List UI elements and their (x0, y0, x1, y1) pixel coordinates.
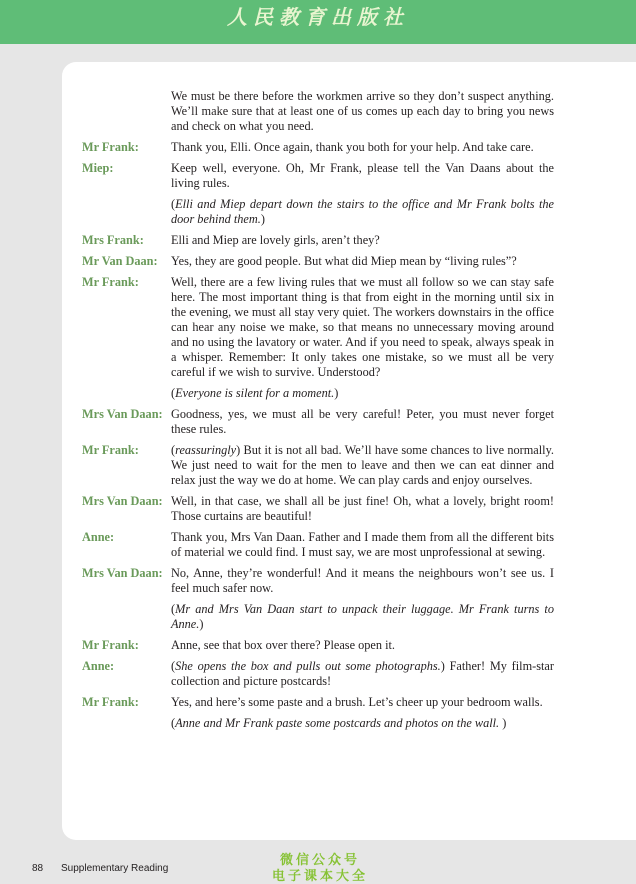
speaker-name: Mr Frank: (82, 443, 139, 457)
stage-direction-text: Everyone is silent for a moment. (175, 386, 335, 400)
speaker-name: Anne: (82, 530, 115, 544)
speech-text: Father! My film-star collection and picture postcards! (171, 659, 554, 688)
speaker-name: Mr Frank: (82, 275, 139, 289)
dialogue-text (171, 695, 554, 710)
dialogue-text (171, 254, 554, 269)
speaker-name: Mrs Van Daan: (82, 407, 163, 421)
dialogue-line (82, 161, 554, 191)
speech-text: Thank you, Mrs Van Daan. Father and I made them from all the different bits of material we could find. I must say, we are most unprofessional at sewing. (171, 530, 554, 559)
paren-open: ( (171, 659, 176, 673)
stage-direction-text: Elli and Miep depart down the stairs to the office and Mr Frank bolts the door behind them. (171, 197, 554, 226)
header-bar (0, 0, 636, 44)
dialogue-text (171, 659, 554, 689)
dialogue-text (171, 275, 554, 380)
speech-text: Goodness, yes, we must all be very careful! Peter, you must never forget these rules. (171, 407, 554, 436)
speaker-name: Mr Frank: (82, 695, 139, 709)
dialogue-text (171, 638, 554, 653)
dialogue-text (171, 161, 554, 191)
stage-direction (171, 197, 554, 227)
speech-text: Anne, see that box over there? Please open it. (171, 638, 395, 652)
speaker-name: Mr Frank: (82, 638, 139, 652)
speaker-name: Anne: (82, 659, 115, 673)
dialogue-line (82, 530, 554, 560)
paren-close: ) (440, 659, 450, 673)
dialogue-line (82, 443, 554, 488)
speech-text: Elli and Miep are lovely girls, aren’t they? (171, 233, 380, 247)
paren-open: ( (171, 386, 176, 400)
speaker-name: Mrs Frank: (82, 233, 144, 247)
speech-text: Keep well, everyone. Oh, Mr Frank, please tell the Van Daans about the living rules. (171, 161, 554, 190)
dialogue-line (82, 140, 554, 155)
paren-close: ) (260, 212, 265, 226)
dialogue-continuation: We must be there before the workmen arrive so they don’t suspect anything. We’ll make sure that at least one of us comes up each day to bring you news and check on what you need. (171, 89, 554, 133)
dialogue-line (82, 695, 554, 710)
dialogue-text (171, 140, 554, 155)
stage-direction-text: Anne and Mr Frank paste some postcards and photos on the wall. (175, 716, 500, 730)
speech-text: No, Anne, they’re wonderful! And it means the neighbours won’t see us. I feel much safer now. (171, 566, 554, 595)
stage-direction (171, 386, 554, 401)
dialogue-text (171, 530, 554, 560)
speech-text: But it is not all bad. We’ll have some chances to live normally. We just need to wait for the men to leave and then we can eat dinner and relax just the way we do at home. We can play cards and enjoy ourselves. (171, 443, 554, 487)
stage-direction (171, 602, 554, 632)
dialogue-text (171, 233, 554, 248)
dialogue-line (82, 494, 554, 524)
dialogue-text (171, 407, 554, 437)
script-text (82, 89, 554, 737)
dialogue-line (82, 638, 554, 653)
dialogue-text (171, 494, 554, 524)
inline-direction: reassuringly (175, 443, 237, 457)
speaker-name: Mrs Van Daan: (82, 566, 163, 580)
speech-text: Well, in that case, we shall all be just fine! Oh, what a lovely, bright room! Those curtains are beautiful! (171, 494, 554, 523)
dialogue-line (82, 659, 554, 689)
stage-direction (171, 716, 554, 731)
dialogue-line (82, 254, 554, 269)
dialogue-text (171, 443, 554, 488)
dialogue-line (82, 407, 554, 437)
dialogue-text (171, 566, 554, 596)
watermark-line-2: 电子课本大全 (271, 869, 368, 884)
speaker-name: Mr Frank: (82, 140, 139, 154)
paren-close: ) (199, 617, 204, 631)
section-title: Supplementary Reading (61, 863, 169, 874)
speech-text: Well, there are a few living rules that we must all follow so we can stay safe here. The most important thing is that from eight in the morning until six in the evening, we must all stay very quiet. The workers downstairs in the office can hear any noise we make, so that means no unnecessary moving around and no using the lavatory or water. And if you need to speak, always speak in a whisper. Remember: It only takes one mistake, so we must all be very careful if we wish to survive. Understood? (171, 275, 554, 379)
watermark-line-1: 微信公众号 (279, 853, 360, 868)
speaker-name: Mrs Van Daan: (82, 494, 163, 508)
speech-text: Thank you, Elli. Once again, thank you both for your help. And take care. (171, 140, 534, 154)
speech-text: Yes, they are good people. But what did Miep mean by “living rules”? (171, 254, 517, 268)
paren-close: ) (334, 386, 339, 400)
speaker-name: Mr Van Daan: (82, 254, 158, 268)
speaker-name: Miep: (82, 161, 114, 175)
paren-open: ( (171, 197, 176, 211)
page-number: 88 (32, 863, 44, 874)
dialogue-line (82, 233, 554, 248)
paren-open: ( (171, 716, 176, 730)
paren-close: ) (499, 716, 507, 730)
dialogue-line (82, 275, 554, 380)
publisher-logo: 人民教育出版社 (227, 5, 409, 29)
inline-direction: She opens the box and pulls out some photographs. (175, 659, 441, 673)
speech-text: Yes, and here’s some paste and a brush. Let’s cheer up your bedroom walls. (171, 695, 543, 709)
dialogue-line (82, 566, 554, 596)
stage-direction-text: Mr and Mrs Van Daan start to unpack their luggage. Mr Frank turns to Anne. (171, 602, 554, 631)
paren-open: ( (171, 443, 176, 457)
paren-close: ) (236, 443, 244, 457)
paren-open: ( (171, 602, 176, 616)
